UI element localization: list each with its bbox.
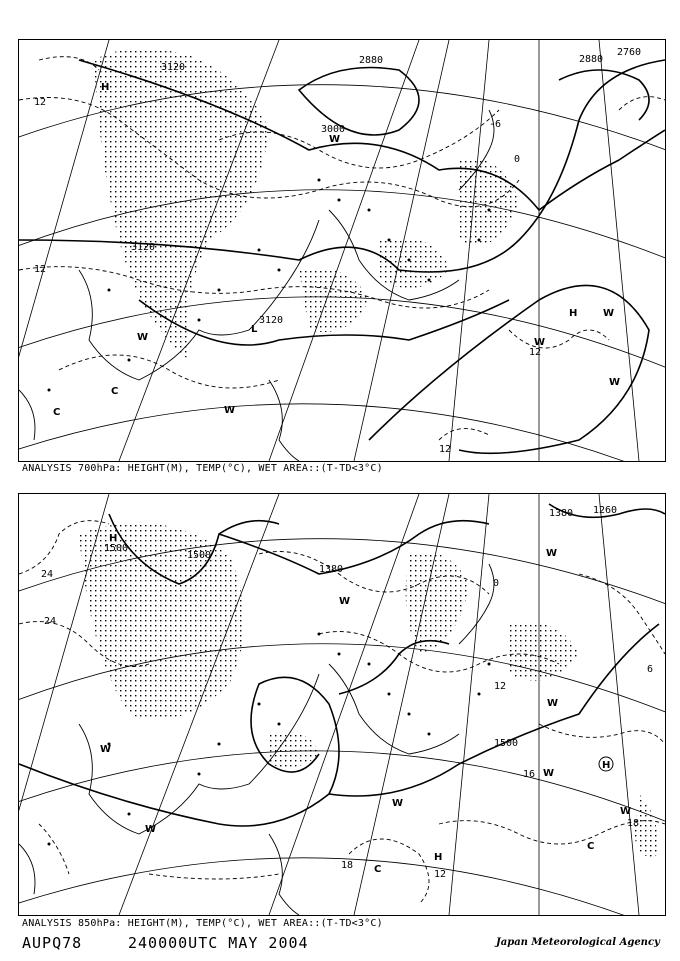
center-mark: L <box>251 324 258 335</box>
temp-label: 6 <box>647 664 654 675</box>
center-mark: W <box>392 798 404 809</box>
map-850hpa <box>19 494 665 915</box>
height-label: 2880 <box>359 55 384 66</box>
wet-areas <box>79 523 659 857</box>
height-label: 1500 <box>494 738 519 749</box>
chart-id: AUPQ78 <box>22 934 83 952</box>
temp-label: 12 <box>434 869 447 880</box>
map-700hpa <box>19 40 665 461</box>
center-mark: C <box>111 386 119 397</box>
center-mark: W <box>609 377 621 388</box>
height-label: 3000 <box>321 124 346 135</box>
temp-label: 12 <box>34 264 47 275</box>
map-panel-850hpa <box>18 493 666 916</box>
center-mark: W <box>534 337 546 348</box>
center-mark: W <box>603 308 615 319</box>
height-label: 1380 <box>549 508 574 519</box>
center-mark: W <box>546 548 558 559</box>
height-label: 1500 <box>104 543 129 554</box>
height-label: 1260 <box>593 505 618 516</box>
temp-label: 16 <box>523 769 536 780</box>
valid-time: 240000UTC MAY 2004 <box>128 934 309 952</box>
center-mark: W <box>224 405 236 416</box>
temp-label: 0 <box>493 578 500 589</box>
center-mark: W <box>100 744 112 755</box>
center-mark: W <box>547 698 559 709</box>
map-panel-700hpa <box>18 39 666 462</box>
temp-label: 0 <box>514 154 521 165</box>
agency-credit: Japan Meteorological Agency <box>496 937 660 948</box>
height-label: 1500 <box>187 550 212 561</box>
temp-label: 12 <box>34 97 47 108</box>
temp-label: 18 <box>627 818 640 829</box>
center-mark: H <box>101 82 110 93</box>
center-mark: H <box>602 760 611 771</box>
height-label: 2880 <box>579 54 604 65</box>
center-mark: H <box>109 533 118 544</box>
center-mark: C <box>587 841 595 852</box>
temp-label: -6 <box>489 119 502 130</box>
center-mark: H <box>434 852 443 863</box>
center-mark: W <box>620 806 632 817</box>
height-label: 2760 <box>617 47 642 58</box>
center-mark: H <box>569 308 578 319</box>
height-label: 3120 <box>131 242 156 253</box>
center-mark: C <box>53 407 61 418</box>
center-mark: W <box>543 768 555 779</box>
temp-label: 12 <box>494 681 507 692</box>
center-mark: W <box>137 332 149 343</box>
temp-label: 12 <box>529 347 542 358</box>
caption-850hpa: ANALYSIS 850hPa: HEIGHT(M), TEMP(°C), WET AREA::(T-TD<3°C) <box>22 918 383 929</box>
height-label: 3120 <box>161 62 186 73</box>
height-label: 1380 <box>319 564 344 575</box>
temp-label: 24 <box>41 569 54 580</box>
center-mark: C <box>374 864 382 875</box>
height-label: 3120 <box>259 315 284 326</box>
temp-label: 18 <box>341 860 354 871</box>
center-mark: W <box>339 596 351 607</box>
center-mark: W <box>329 134 341 145</box>
temp-label: 12 <box>439 444 452 455</box>
caption-700hpa: ANALYSIS 700hPa: HEIGHT(M), TEMP(°C), WET AREA::(T-TD<3°C) <box>22 463 383 474</box>
temp-label: 24 <box>44 616 57 627</box>
center-mark: W <box>145 824 157 835</box>
